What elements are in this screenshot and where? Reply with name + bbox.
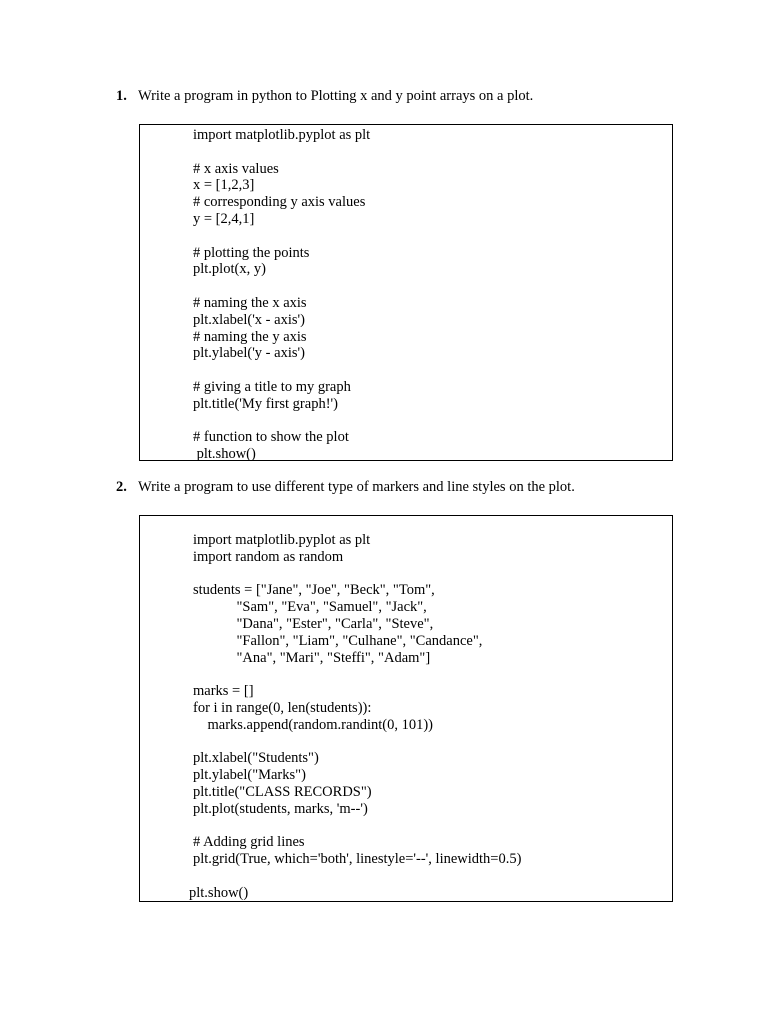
code-line: import matplotlib.pyplot as plt [193, 127, 371, 143]
code-line: # function to show the plot [193, 429, 349, 446]
code-line: marks.append(random.randint(0, 101)) [193, 716, 433, 733]
code-line: plt.show() [189, 884, 249, 901]
code-line: # corresponding y axis values [193, 194, 366, 211]
code-line: # giving a title to my graph [193, 379, 351, 395]
code-line: plt.title('My first graph!') [193, 395, 338, 412]
code-line: # Adding grid lines [193, 834, 305, 851]
question-1-text: Write a program in python to Plotting x and y point arrays on a plot. [138, 88, 534, 104]
code-line: y = [2,4,1] [193, 211, 255, 227]
question-1-number: 1. [116, 88, 127, 104]
code-line: "Sam", "Eva", "Samuel", "Jack", [193, 599, 427, 616]
code-line: "Ana", "Mari", "Steffi", "Adam"] [193, 649, 431, 666]
code-line: # x axis values [193, 160, 279, 177]
question-2-text: Write a program to use different type of markers and line styles on the plot. [138, 479, 575, 495]
code-line: "Dana", "Ester", "Carla", "Steve", [193, 616, 434, 632]
code-line: plt.show() [193, 446, 256, 463]
code-line: plt.plot(students, marks, 'm--') [193, 800, 368, 817]
code-line: import random as random [193, 548, 344, 565]
code-line: plt.ylabel("Marks") [193, 767, 306, 784]
code-line: "Fallon", "Liam", "Culhane", "Candance", [193, 632, 483, 649]
question-2-heading [116, 479, 575, 496]
question-1-heading [116, 88, 533, 105]
code-line: # naming the y axis [193, 328, 307, 345]
question-2-number: 2. [116, 479, 127, 495]
code-line: marks = [] [193, 683, 254, 700]
code-line: plt.xlabel("Students") [193, 750, 319, 767]
code-line: # naming the x axis [193, 295, 307, 311]
code-line: plt.xlabel('x - axis') [193, 311, 305, 328]
code-line: plt.grid(True, which='both', linestyle='--', linewidth=0.5) [193, 851, 522, 868]
code-line: students = ["Jane", "Joe", "Beck", "Tom", [193, 582, 435, 599]
code-line: plt.plot(x, y) [193, 261, 266, 278]
code-line: plt.ylabel('y - axis') [193, 345, 305, 362]
question-2-code-box [139, 515, 673, 902]
question-1-code-box [139, 124, 673, 461]
code-line: import matplotlib.pyplot as plt [193, 532, 371, 548]
code-line: for i in range(0, len(students)): [193, 700, 372, 716]
code-line: x = [1,2,3] [193, 177, 255, 194]
code-line: plt.title("CLASS RECORDS") [193, 784, 372, 800]
code-line: # plotting the points [193, 244, 310, 261]
